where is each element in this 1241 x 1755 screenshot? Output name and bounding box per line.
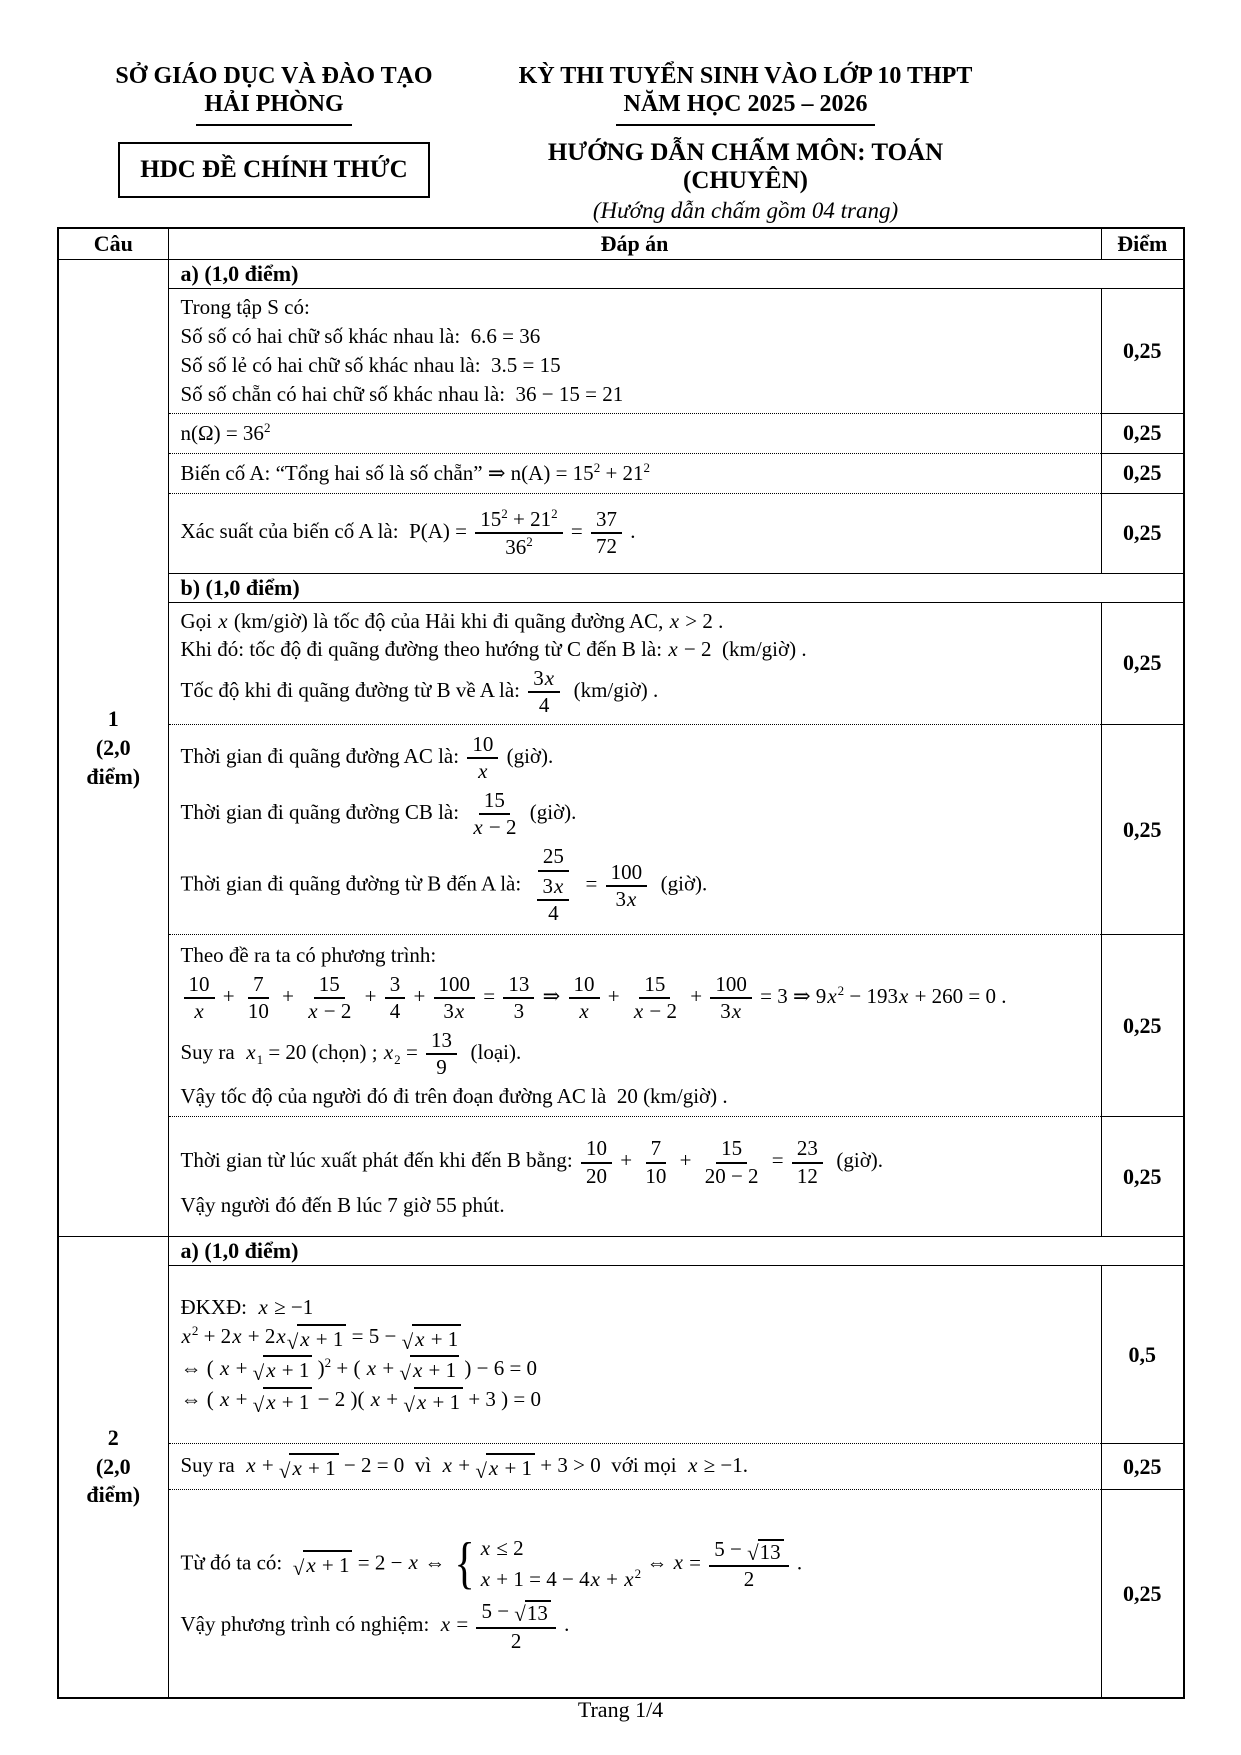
answer-line: Từ đó ta có: √ x + 1 = 2 − x ⇔ { x ≤ 2 $x + 1 = 4 - 4x + x^2$ ⇔ x = 5 − √ 13 2 . (180, 1532, 803, 1596)
answer-cell (168, 1444, 1101, 1490)
question-label-line: 2 (107, 1425, 119, 1451)
question-label-line: (2,0 (95, 1453, 131, 1479)
question-label-line: 1 (107, 706, 119, 732)
answer-table-body (58, 260, 1184, 1698)
column-header-question: Câu (58, 228, 168, 260)
table-row (58, 725, 1184, 935)
answer-line: Suy ra $x_1 = 20$ (chọn) ; $x_2$ = $\frac{13}{9}$ (loại). (180, 1027, 522, 1080)
exam-year: NĂM HỌC 2025 – 2026 (493, 90, 998, 125)
answer-line: $x^2 + 2x + 2x$ √ x + 1 = 5 − √ x + 1 (181, 1323, 1089, 1353)
answer-line: Trong tập S có: (180, 295, 310, 319)
answer-line: Khi đó: tốc độ đi quãng đường theo hướng từ C đến B là: x − 2 (km/giờ) . (180, 637, 807, 662)
answer-line: $\frac{10}{x}$ + $\frac{7}{10}$ + $\frac{15}{x - 2}$ + $\frac{3}{4}$ + $\frac{100}{3x}$ = $\frac{13}{3}$ ⇒ $\frac{10}{x}$ + $\frac{15}{x - 2}$ + $\frac{100}{3x}$ = 3 ⇒ $9x^2 - 193x + 260 = 0$ . (181, 971, 1089, 1025)
answer-cell (168, 725, 1101, 935)
question-label-line: (2,0 (95, 734, 131, 760)
answer-line: Thời gian đi quãng đường từ B đến A là: $\frac{25}{\frac{3x}{4}}$ = $\frac{100}{3x}$ (giờ). (180, 844, 708, 925)
column-header-answer: Đáp án (168, 228, 1101, 260)
answer-line: Tốc độ khi đi quãng đường từ B về A là: $\frac{3x}{4}$ (km/giờ) . (180, 666, 659, 718)
score-cell: 0,5 (1101, 1266, 1184, 1444)
table-row (58, 602, 1184, 725)
question-number-cell (58, 1237, 168, 1698)
column-header-score: Điểm (1101, 228, 1184, 260)
table-row (58, 573, 1184, 602)
answer-cell (168, 1117, 1101, 1237)
issuer-name: SỞ GIÁO DỤC VÀ ĐÀO TẠO (115, 63, 433, 89)
answer-line: Số số lẻ có hai chữ số khác nhau là: 3.5 = 15 (180, 352, 561, 377)
table-row (58, 260, 1184, 289)
table-row (58, 493, 1184, 573)
question-label-line: điểm) (86, 1482, 141, 1508)
score-cell: 0,25 (1101, 1117, 1184, 1237)
issuer-block (84, 62, 464, 198)
question-label-line: điểm) (86, 763, 141, 789)
answer-cell (168, 289, 1101, 414)
official-answer-box: HDC ĐỀ CHÍNH THỨC (118, 142, 429, 198)
issuer-city: HẢI PHÒNG (84, 90, 464, 125)
answer-cell (168, 1266, 1101, 1444)
answer-line: Xác suất của biến cố A là: P(A) = $\frac{15^2 + 21^2}{36^2}$ = $\frac{37}{72}$ . (180, 505, 636, 559)
answer-line: Vậy tốc độ của người đó đi trên đoạn đường AC là 20 (km/giờ) . (180, 1084, 728, 1109)
score-cell: 0,25 (1101, 1444, 1184, 1490)
answer-line: Số số chẵn có hai chữ số khác nhau là: 36 − 15 = 21 (180, 381, 624, 406)
table-row (58, 1490, 1184, 1698)
answer-line: Suy ra x + √ x + 1 − 2 = 0 vì x + √ x + 1 + 3 > 0 với mọi x ≥ −1. (180, 1453, 749, 1483)
answer-line: Thời gian đi quãng đường CB là: $\frac{15}{x - 2}$ (giờ). (180, 788, 577, 840)
answer-line: Vậy người đó đến B lúc 7 giờ 55 phút. (180, 1192, 505, 1217)
answer-cell (168, 493, 1101, 573)
question-number-cell (58, 260, 168, 1237)
grading-guide-title: HƯỚNG DẪN CHẤM MÔN: TOÁN (CHUYÊN) (547, 138, 944, 194)
score-cell: 0,25 (1101, 289, 1184, 414)
score-cell: 0,25 (1101, 1490, 1184, 1698)
answer-line: $n(\Omega) = 36^2$ (180, 419, 271, 445)
grading-guide-note: (Hướng dẫn chấm gồm 04 trang) (592, 197, 899, 223)
answer-cell (168, 935, 1101, 1117)
answer-line: Vậy phương trình có nghiệm: x = 5 − √ 13 2 . (180, 1598, 570, 1653)
exam-title: KỲ THI TUYỂN SINH VÀO LỚP 10 THPT (518, 63, 973, 89)
score-cell: 0,25 (1101, 725, 1184, 935)
table-row (58, 935, 1184, 1117)
table-row (58, 1444, 1184, 1490)
table-row (58, 1237, 1184, 1266)
table-row (58, 413, 1184, 453)
table-row (58, 289, 1184, 414)
answer-line: Theo đề ra ta có phương trình: (180, 942, 437, 967)
answer-cell (168, 602, 1101, 725)
answer-line: Gọi x (km/giờ) là tốc độ của Hải khi đi quãng đường AC, x > 2 . (180, 608, 724, 633)
table-header-row (58, 228, 1184, 260)
section-header-cell: b) (1,0 điểm) (168, 573, 1184, 602)
exam-title-block (493, 62, 998, 224)
page-footer: Trang 1/4 (577, 1697, 664, 1722)
table-row (58, 1117, 1184, 1237)
section-header-cell: a) (1,0 điểm) (168, 260, 1184, 289)
section-header-cell: a) (1,0 điểm) (168, 1237, 1184, 1266)
official-answer-box-wrap (84, 126, 464, 198)
answer-line: Thời gian từ lúc xuất phát đến khi đến B bằng: $\frac{10}{20}$ + $\frac{7}{10}$ + $\frac{15}{20 - 2}$ = $\frac{23}{12}$ (giờ). (180, 1136, 884, 1188)
table-row (58, 453, 1184, 493)
answer-line: ⇔ ( x + √ x + 1 − 2 )( x + √ x + 1 + 3 ) = 0 (180, 1387, 542, 1417)
score-cell: 0,25 (1101, 935, 1184, 1117)
answer-line: ⇔ ( x + √ x + 1 )$^2$ + ( x + √ x + 1 ) − 6 = 0 (180, 1354, 538, 1386)
answer-key-table (57, 227, 1185, 1699)
score-cell: 0,25 (1101, 602, 1184, 725)
answer-line: Biến cố A: “Tổng hai số là số chẵn” ⇒ $n(A) = 15^2 + 21^2$ (180, 459, 651, 485)
answer-cell (168, 1490, 1101, 1698)
score-cell: 0,25 (1101, 493, 1184, 573)
answer-cell (168, 453, 1101, 493)
answer-line: Thời gian đi quãng đường AC là: $\frac{10}{x}$ (giờ). (180, 732, 554, 784)
score-cell: 0,25 (1101, 413, 1184, 453)
answer-cell (168, 413, 1101, 453)
score-cell: 0,25 (1101, 453, 1184, 493)
table-row (58, 1266, 1184, 1444)
answer-line: Số số có hai chữ số khác nhau là: 6.6 = 36 (180, 323, 541, 348)
answer-line: ĐKXĐ: x ≥ −1 (180, 1295, 314, 1320)
